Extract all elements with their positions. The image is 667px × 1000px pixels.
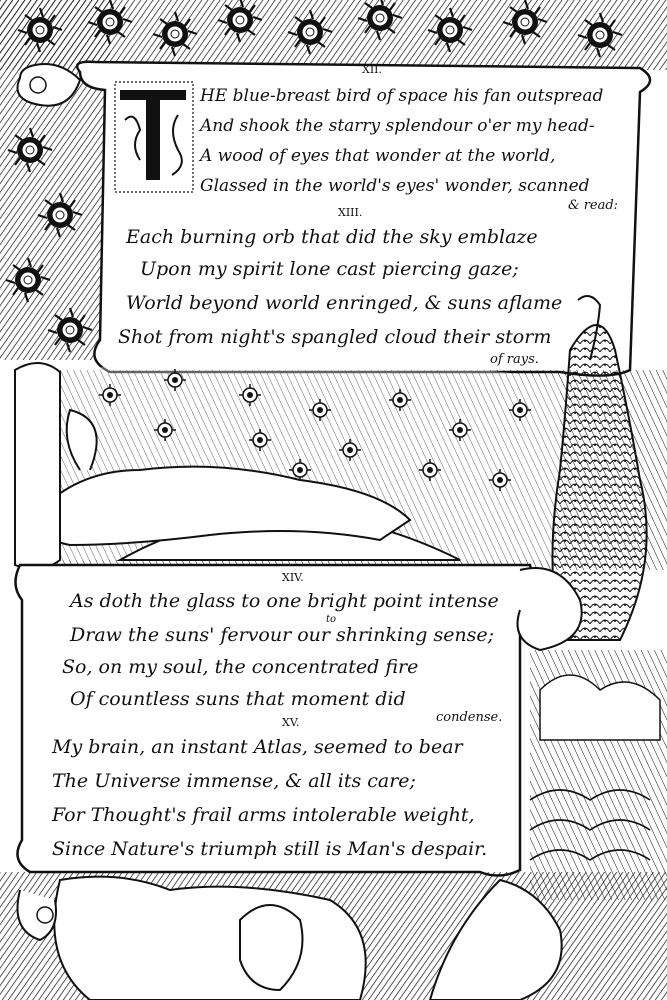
poem-line-carryover: & read: — [568, 198, 619, 213]
stanza-number-xii: XII. — [362, 63, 383, 76]
poem-line: Each burning orb that did the sky emblaze — [126, 226, 538, 248]
poem-line: And shook the starry splendour o'er my head- — [200, 116, 595, 136]
stanza-number-xiii: XIII. — [338, 206, 363, 219]
poem-line-carryover: condense. — [436, 710, 503, 725]
poem-line: Since Nature's triumph still is Man's despair. — [52, 838, 488, 860]
poem-line-carryover: of rays. — [490, 352, 539, 367]
poem-line: World beyond world enringed, & suns aflame — [126, 292, 563, 314]
stanza-number-xv: XV. — [282, 716, 300, 729]
poem-line: For Thought's frail arms intolerable weight, — [52, 804, 475, 826]
poem-line: Upon my spirit lone cast piercing gaze; — [140, 258, 519, 280]
poem-line: Glassed in the world's eyes' wonder, scanned — [200, 176, 590, 196]
poem-line: HE blue-breast bird of space his fan outspread — [200, 86, 604, 106]
clouds-and-waves — [530, 650, 667, 900]
atlas-figure — [0, 872, 667, 1000]
caret-insertion: to — [326, 614, 337, 625]
poem-line: The Universe immense, & all its care; — [52, 770, 416, 792]
poem-line: Of countless suns that moment did — [70, 688, 406, 710]
poem-line: As doth the glass to one bright point intense — [70, 590, 499, 612]
poem-line: A wood of eyes that wonder at the world, — [200, 146, 556, 166]
poem-line: Draw the suns' fervour our shrinking sense; — [70, 624, 495, 646]
poem-line: So, on my soul, the concentrated fire — [62, 656, 419, 678]
poem-line: Shot from night's spangled cloud their storm — [118, 326, 552, 348]
poem-line: My brain, an instant Atlas, seemed to bear — [52, 736, 463, 758]
stanza-number-xiv: XIV. — [282, 571, 304, 584]
initial-letter-ornament — [115, 82, 193, 192]
